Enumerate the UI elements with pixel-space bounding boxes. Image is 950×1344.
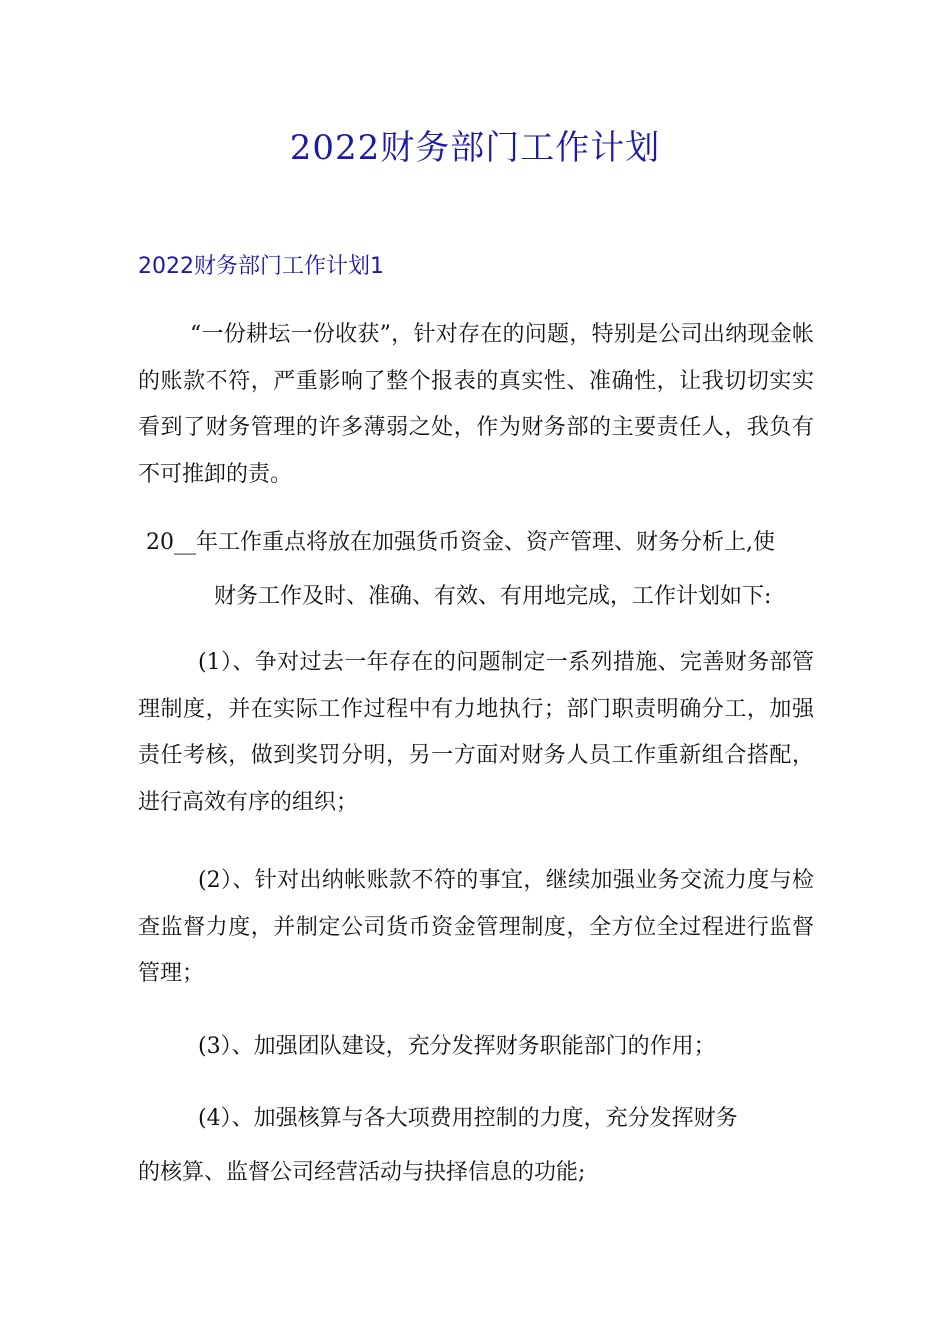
document-title: 2022财务部门工作计划 — [289, 128, 661, 168]
list-item-3: (3）、加强团队建设，充分发挥财务职能部门的作用； — [198, 1034, 716, 1059]
list-item-2: (2）、针对出纳帐账款不符的事宜，继续加强业务交流力度与检查监督力度，并制定公司货币资金管理制度，全方位全过程进行监督管理； — [138, 868, 814, 986]
paragraph-intro: “一份耕坛一份收获”，针对存在的问题，特别是公司出纳现金帐的账款不符，严重影响了整个报表的真实性、准确性，让我切切实实看到了财务管理的许多薄弱之处，作为财务部的主要责任人，我负有不可推卸的责。 — [138, 322, 814, 487]
list-item-1: (1）、争对过去一年存在的问题制定一系列措施、完善财务部管理制度，并在实际工作过程中有力地执行；部门职责明确分工，加强责任考核，做到奖罚分明，另一方面对财务人员工作重新组合搭配，进行高效有序的组织； — [138, 650, 814, 815]
paragraph-focus-line-1: 20__年工作重点将放在加强货币资金、资产管理、财务分析上,使 — [146, 530, 775, 555]
list-item-4-line-1: (4）、加强核算与各大项费用控制的力度，充分发挥财务 — [198, 1106, 738, 1131]
paragraph-focus-line-2: 财务工作及时、准确、有效、有用地完成，工作计划如下: — [214, 584, 772, 609]
section-heading: 2022财务部门工作计划1 — [138, 254, 384, 279]
list-item-4-line-2: 的核算、监督公司经营活动与抉择信息的功能; — [138, 1160, 586, 1185]
